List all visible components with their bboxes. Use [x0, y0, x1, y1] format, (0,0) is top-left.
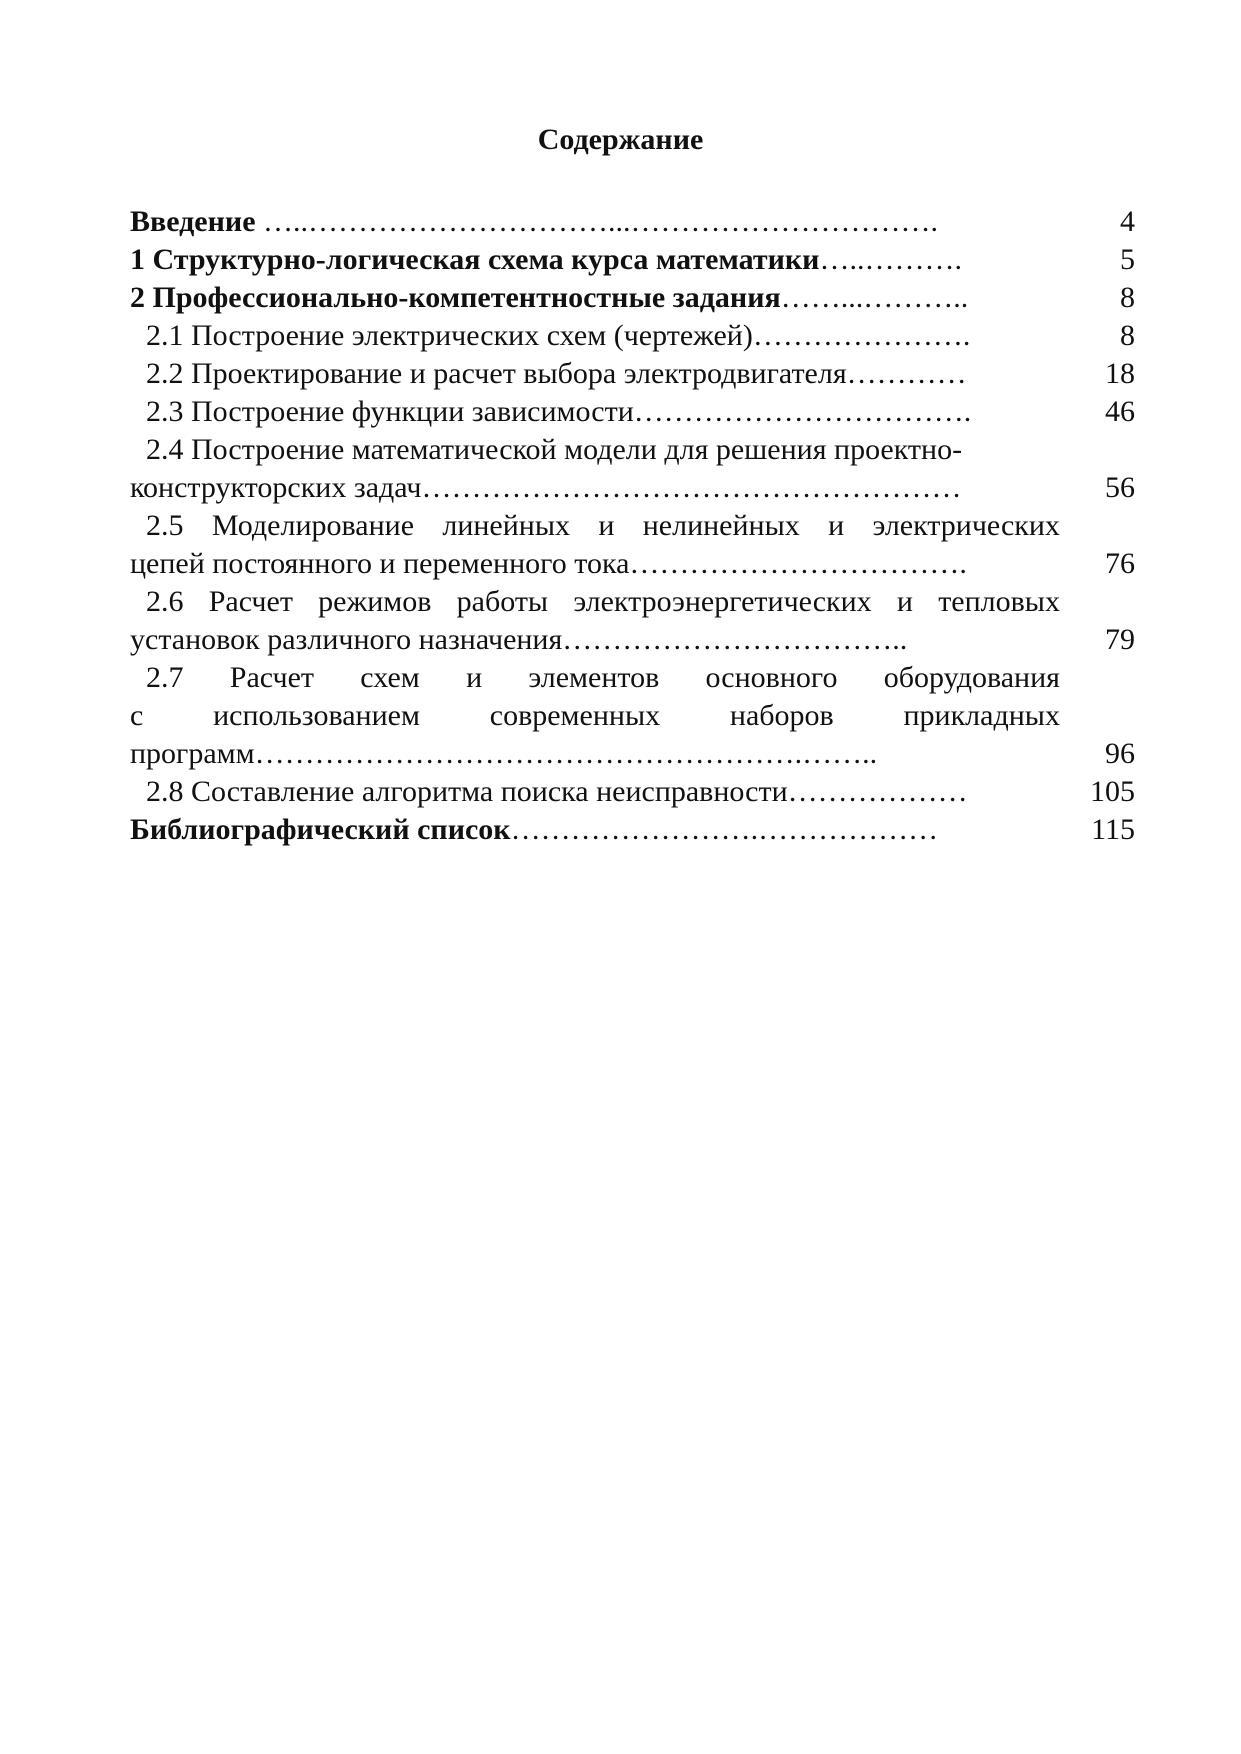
toc-page-number: 18: [1105, 357, 1135, 390]
toc-entry-section-2-6: [130, 621, 1135, 659]
toc-word: 2.7: [146, 661, 184, 694]
table-of-contents: [130, 203, 1135, 849]
toc-entry-section-2-4-line-1: 2.4 Построение математической модели для решения проектно-: [146, 433, 963, 466]
toc-entry-section-2-7: [130, 735, 1135, 773]
toc-label: 2 Профессионально-компетентностные задания: [130, 281, 781, 314]
toc-word: основного: [705, 661, 838, 694]
toc-leader: ………………….: [752, 319, 971, 352]
toc-word: оборудования: [883, 661, 1060, 694]
toc-page-number: 4: [1120, 205, 1135, 238]
toc-entry-section-2-7-line-2: [130, 697, 1060, 735]
toc-leader: …………: [846, 357, 967, 390]
toc-page-number: 76: [1105, 547, 1135, 580]
toc-label: Введение: [130, 205, 256, 238]
toc-label: 2.8 Составление алгоритма поиска неисправности: [146, 775, 788, 808]
toc-word: наборов: [729, 699, 834, 732]
toc-leader: …..…………………………...………………………….: [255, 205, 939, 238]
toc-label: 1 Структурно-логическая схема курса математики: [130, 243, 820, 276]
toc-entry-chapter-2: [130, 279, 1135, 317]
toc-word: и: [598, 509, 615, 542]
toc-word: схем: [360, 661, 420, 694]
toc-entry-section-2-1: [130, 317, 1135, 355]
toc-word: и: [466, 661, 483, 694]
toc-word: нелинейных: [642, 509, 800, 542]
toc-label: 2.2 Проектирование и расчет выбора электродвигателя: [146, 357, 847, 390]
toc-label: цепей постоянного и переменного тока: [130, 547, 630, 580]
toc-word: Моделирование: [211, 509, 415, 542]
toc-page-number: 5: [1120, 243, 1135, 276]
toc-leader: …………………….………………: [510, 813, 939, 846]
toc-word: современных: [489, 699, 661, 732]
toc-leader: …..……….: [819, 243, 962, 276]
toc-word: Расчет: [229, 661, 315, 694]
toc-word: электроэнергетических: [573, 585, 872, 618]
toc-word: 2.6: [146, 585, 184, 618]
toc-label: Библиографический список: [130, 813, 511, 846]
toc-word: использованием: [213, 699, 420, 732]
toc-entry-bibliography: [130, 811, 1135, 849]
toc-entry-section-2-4: [130, 469, 1135, 507]
toc-page-number: 115: [1091, 813, 1135, 846]
toc-leader: …………………………….: [633, 395, 972, 428]
toc-page-number: 8: [1120, 319, 1135, 352]
toc-leader: ……………………………………………….……..: [254, 737, 878, 770]
toc-word: тепловых: [938, 585, 1060, 618]
toc-leader: ………………: [787, 775, 968, 808]
toc-page-number: 56: [1105, 471, 1135, 504]
toc-word: с: [130, 699, 144, 732]
toc-word: и: [896, 585, 913, 618]
toc-leader: ………………………………………………: [421, 471, 962, 504]
toc-entry-section-2-5-line-1: [130, 507, 1060, 545]
toc-entry-section-2-2: [130, 355, 1135, 393]
toc-label: 2.3 Построение функции зависимости: [146, 395, 634, 428]
page-title: Содержание: [537, 123, 704, 156]
toc-label: программ: [130, 737, 255, 770]
toc-label: установок различного назначения: [130, 623, 563, 656]
toc-leader: ……………………………..: [562, 623, 908, 656]
toc-word: режимов: [318, 585, 432, 618]
toc-word: Расчет: [208, 585, 293, 618]
toc-page-number: 79: [1105, 623, 1135, 656]
toc-entry-section-2-5: [130, 545, 1135, 583]
toc-word: прикладных: [903, 699, 1060, 732]
toc-leader: ……...………..: [780, 281, 969, 314]
toc-word: электрических: [872, 509, 1060, 542]
toc-word: работы: [456, 585, 549, 618]
toc-entry-chapter-1: [130, 241, 1135, 279]
toc-page-number: 8: [1120, 281, 1135, 314]
toc-page-number: 105: [1090, 775, 1135, 808]
toc-word: и: [828, 509, 845, 542]
toc-page-number: 96: [1105, 737, 1135, 770]
toc-word: линейных: [442, 509, 571, 542]
toc-label: 2.1 Построение электрических схем (чертежей): [146, 319, 753, 352]
toc-entry-section-2-7-line-1: [130, 659, 1060, 697]
toc-entry-intro: [130, 203, 1135, 241]
toc-label: конструкторских задач: [130, 471, 422, 504]
toc-page-number: 46: [1105, 395, 1135, 428]
toc-entry-section-2-6-line-1: [130, 583, 1060, 621]
toc-entry-section-2-8: [130, 773, 1135, 811]
toc-entry-section-2-3: [130, 393, 1135, 431]
toc-word: 2.5: [146, 509, 184, 542]
toc-word: элементов: [528, 661, 660, 694]
toc-leader: …………………………….: [629, 547, 967, 580]
